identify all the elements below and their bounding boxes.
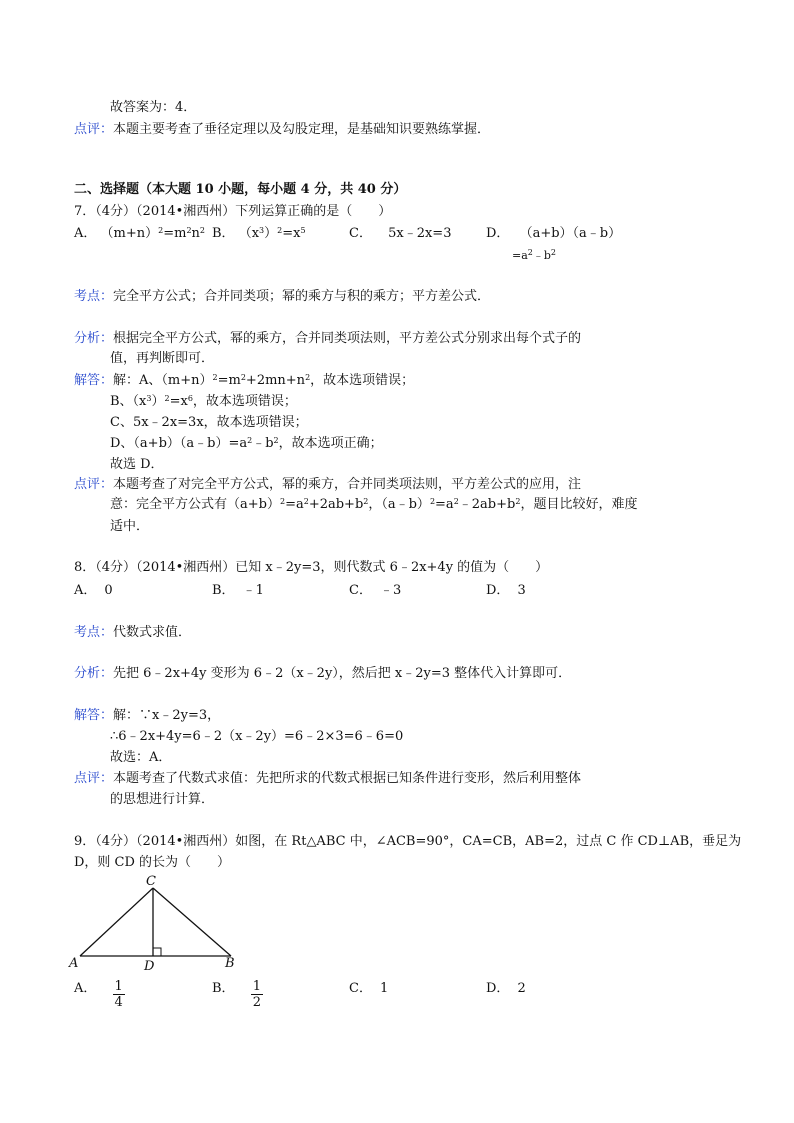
kaodian-tag: 考点： xyxy=(74,289,114,304)
q8-option-c xyxy=(349,583,401,599)
superscript: 3 xyxy=(146,394,152,403)
superscript: 2 xyxy=(453,497,459,506)
option-text: 0 xyxy=(104,583,113,598)
jieda-text: ，故本选项错误； xyxy=(192,394,297,409)
option-label: A． xyxy=(74,981,97,996)
previous-answer: 故答案为：4． xyxy=(110,100,197,115)
q8-option-d xyxy=(486,583,526,599)
jieda-text: +2mn+n xyxy=(245,373,306,388)
q8-dianping xyxy=(74,771,581,787)
q7-option-a xyxy=(74,226,205,242)
q8-dianping-line2: 的思想进行计算． xyxy=(110,792,215,807)
jieda-text: 解：A、（m+n） xyxy=(113,373,213,388)
q7-option-b xyxy=(212,226,306,242)
option-text: 1 xyxy=(379,981,389,996)
superscript: 2 xyxy=(199,226,206,235)
jieda-text: ﹣b xyxy=(252,436,274,451)
superscript: 2 xyxy=(186,226,192,235)
kaodian-tag: 考点： xyxy=(74,625,114,640)
label-b: B xyxy=(225,956,235,971)
q7-option-d-line2 xyxy=(512,248,556,264)
fenxi-text: 根据完全平方公式，幂的乘方，合并同类项法则，平方差公式分别求出每个式子的 xyxy=(113,331,582,346)
triangle-figure xyxy=(66,872,246,972)
q8-jieda xyxy=(74,708,220,724)
superscript: 6 xyxy=(187,394,193,403)
option-label: C． xyxy=(349,981,372,996)
superscript: 5 xyxy=(300,226,306,235)
jieda-tag: 解答： xyxy=(74,373,114,388)
section-title: 二、选择题（本大题 10 小题，每小题 4 分，共 40 分） xyxy=(74,182,407,197)
q8-jieda-line3: 故选：A． xyxy=(110,750,172,765)
superscript: 2 xyxy=(303,497,309,506)
q9-stem-line2: D，则 CD 的长为（ ） xyxy=(74,855,231,870)
right-angle-mark xyxy=(153,948,161,956)
q8-fenxi xyxy=(74,666,571,682)
option-label: B． xyxy=(212,981,235,996)
fraction-one-half xyxy=(251,979,263,1010)
label-d: D xyxy=(144,959,155,972)
superscript: 2 xyxy=(550,248,557,257)
option-label: A． xyxy=(74,583,97,598)
superscript: 2 xyxy=(363,497,369,506)
jieda-text: D、（a+b）（a﹣b）=a xyxy=(110,436,248,451)
jieda-text: ，故本选项正确； xyxy=(278,436,383,451)
option-text: （a+b）（a﹣b） xyxy=(519,226,622,241)
dianping-text: ，（a﹣b） xyxy=(368,497,430,512)
option-label: A． xyxy=(74,226,97,241)
superscript: 2 xyxy=(277,226,283,235)
q7-kaodian xyxy=(74,289,490,305)
comment-tag: 点评： xyxy=(74,122,114,137)
q9-option-b xyxy=(212,979,263,1010)
dianping-text: =a xyxy=(435,497,454,512)
jieda-text: 解：∵x﹣2y=3， xyxy=(113,708,221,723)
kaodian-text: 代数式求值． xyxy=(113,625,192,640)
option-text: =x xyxy=(282,226,301,241)
q9-option-d xyxy=(486,981,526,997)
previous-comment xyxy=(74,122,490,138)
superscript: 2 xyxy=(429,497,436,506)
superscript: 2 xyxy=(273,436,279,445)
fenxi-tag: 分析： xyxy=(74,331,114,346)
option-label: C． xyxy=(349,583,372,598)
superscript: 2 xyxy=(279,497,286,506)
dianping-text: 本题考查了代数式求值：先把所求的代数式根据已知条件进行变形，然后利用整体 xyxy=(113,771,582,786)
dianping-text: +2ab+b xyxy=(308,497,364,512)
fraction-numerator: 1 xyxy=(114,979,123,994)
kaodian-text: 完全平方公式；合并同类项；幂的乘方与积的乘方；平方差公式． xyxy=(113,289,491,304)
fenxi-tag: 分析： xyxy=(74,666,114,681)
option-text: ﹣3 xyxy=(379,583,402,598)
q9-option-c xyxy=(349,981,388,997)
jieda-text: ，故本选项错误； xyxy=(310,373,415,388)
side-bc xyxy=(153,888,231,956)
option-text: 3 xyxy=(517,583,526,598)
q8-jieda-line2: ∴6﹣2x+4y=6﹣2（x﹣2y）=6﹣2×3=6﹣6=0 xyxy=(110,729,404,744)
q8-option-a xyxy=(74,583,113,599)
q9-stem: 9．（4分）（2014•湘西州）如图，在 Rt△ABC 中，∠ACB=90°，CA=CB，AB=2，过点 C 作 CD⊥AB，垂足为 xyxy=(74,834,742,849)
q9-option-a xyxy=(74,979,125,1010)
dianping-text: 意：完全平方公式有（a+b） xyxy=(110,497,280,512)
q8-stem: 8．（4分）（2014•湘西州）已知 x﹣2y=3，则代数式 6﹣2x+4y 的值为（ ） xyxy=(74,560,549,575)
q7-jieda-line2 xyxy=(110,394,297,410)
superscript: 3 xyxy=(259,226,265,235)
option-text: ﹣1 xyxy=(242,583,264,598)
superscript: 2 xyxy=(212,373,218,382)
fraction-denominator: 2 xyxy=(252,995,261,1010)
option-text: （m+n） xyxy=(100,226,159,241)
superscript: 2 xyxy=(240,373,246,382)
q8-kaodian xyxy=(74,625,191,641)
superscript: 2 xyxy=(305,373,311,382)
jieda-text: =x xyxy=(169,394,188,409)
dianping-text: 本题考查了对完全平方公式，幂的乘方，合并同类项法则，平方差公式的应用，注 xyxy=(113,477,582,492)
option-text: n xyxy=(191,226,200,241)
dianping-tag: 点评： xyxy=(74,477,114,492)
superscript: 2 xyxy=(164,394,170,403)
superscript: 2 xyxy=(515,497,521,506)
q7-stem: 7．（4分）（2014•湘西州）下列运算正确的是（ ） xyxy=(74,204,392,219)
option-text: 2 xyxy=(517,981,526,996)
option-text: =a xyxy=(512,249,528,262)
fraction-one-quarter xyxy=(113,979,125,1010)
jieda-text: B、（x xyxy=(110,394,147,409)
superscript: 2 xyxy=(247,436,253,445)
option-label: D． xyxy=(486,226,510,241)
jieda-tag: 解答： xyxy=(74,708,114,723)
option-text: （x xyxy=(238,226,260,241)
dianping-text: ，题目比较好，难度 xyxy=(520,497,638,512)
q7-fenxi xyxy=(74,331,581,347)
side-ac xyxy=(80,888,153,956)
option-label: B． xyxy=(212,583,235,598)
q7-dianping xyxy=(74,477,581,493)
q7-jieda-line3: C、5x﹣2x=3x，故本选项错误； xyxy=(110,415,308,430)
q7-jieda-line5: 故选 D． xyxy=(110,457,164,472)
option-text: ） xyxy=(264,226,278,241)
label-a: A xyxy=(69,956,79,971)
label-c: C xyxy=(146,874,156,889)
dianping-tag: 点评： xyxy=(74,771,114,786)
q7-dianping-line3: 适中． xyxy=(110,519,150,534)
jieda-text: =m xyxy=(217,373,241,388)
option-label: D． xyxy=(486,981,510,996)
fenxi-text: 先把 6﹣2x+4y 变形为 6﹣2（x﹣2y），然后把 x﹣2y=3 整体代入计算即可． xyxy=(113,666,572,681)
option-label: C． xyxy=(349,226,372,241)
q7-jieda-line4 xyxy=(110,436,383,452)
q7-dianping-line2 xyxy=(110,497,637,513)
q8-option-b xyxy=(212,583,264,599)
option-label: B． xyxy=(212,226,235,241)
option-text: =m xyxy=(163,226,187,241)
fraction-denominator: 4 xyxy=(114,995,123,1010)
fraction-numerator: 1 xyxy=(252,979,261,994)
dianping-text: =a xyxy=(285,497,304,512)
q7-fenxi-line2: 值，再判断即可． xyxy=(110,351,215,366)
jieda-text: ） xyxy=(151,394,165,409)
q7-option-c xyxy=(349,226,451,242)
superscript: 2 xyxy=(158,226,164,235)
comment-text: 本题主要考查了垂径定理以及勾股定理，是基础知识要熟练掌握． xyxy=(113,122,491,137)
option-text: 5x﹣2x=3 xyxy=(388,226,452,241)
superscript: 2 xyxy=(527,248,533,257)
dianping-text: ﹣2ab+b xyxy=(458,497,516,512)
option-label: D． xyxy=(486,583,510,598)
q7-option-d xyxy=(486,226,621,242)
q7-jieda xyxy=(74,373,414,389)
option-text: ﹣b xyxy=(532,249,551,262)
